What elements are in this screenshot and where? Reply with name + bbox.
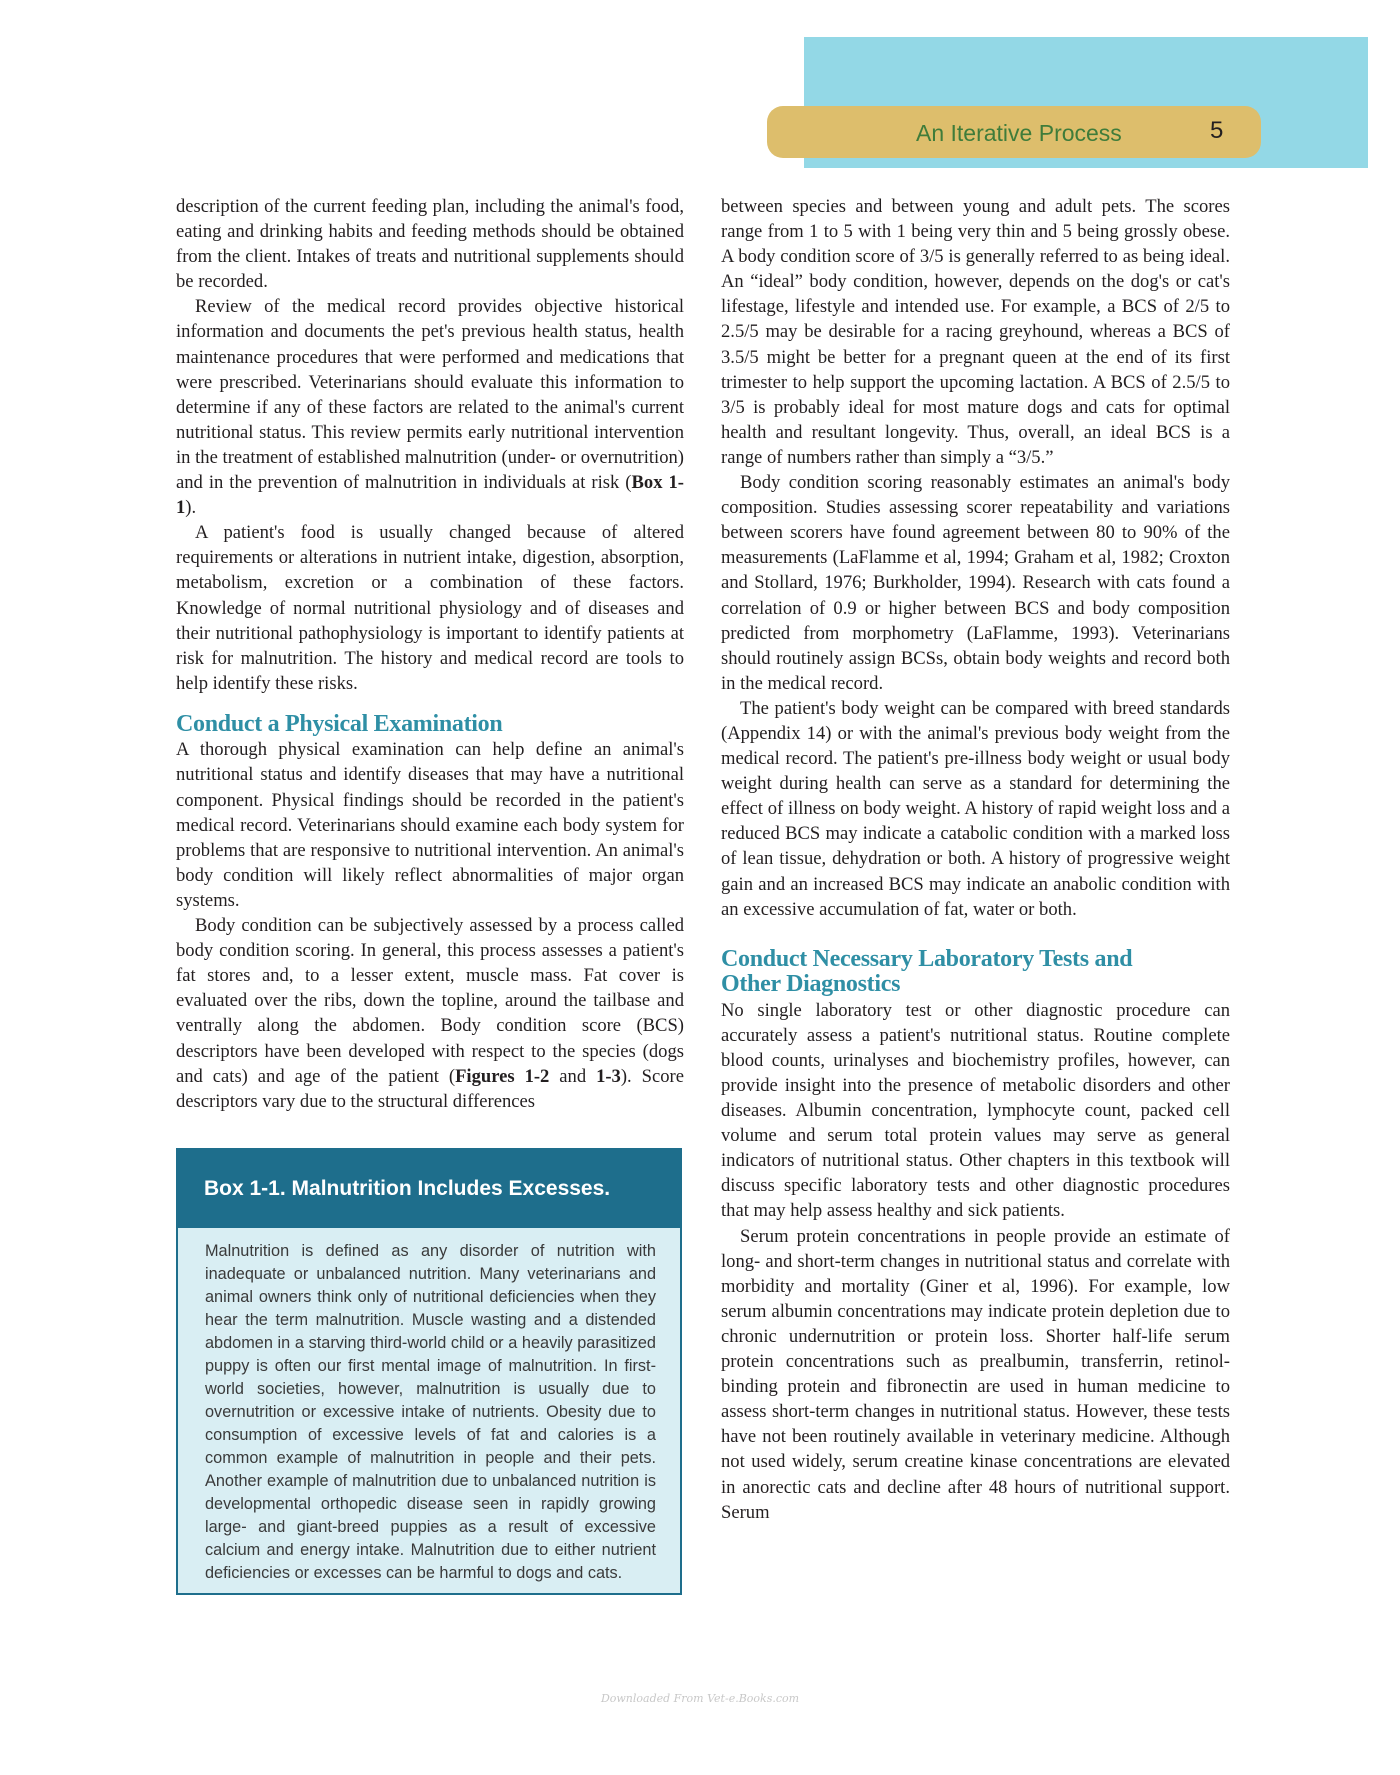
paragraph-text: ). [185, 497, 197, 519]
footer-watermark: Downloaded From Vet-e.Books.com [600, 1692, 800, 1705]
paragraph: A thorough physical examination can help define an animal's nutritional status and identify diseases that may have a nutritional component. Physical findings should be recorded in the patient's medical record. Veterinarians should examine each body system for problems that are responsive to nutritional intervention. An animal's body condition will likely reflect abnormalities of major organ systems. [176, 739, 684, 911]
page-number: 5 [1210, 117, 1224, 144]
paragraph: The patient's body weight can be compared with breed standards (Appendix 14) or with the animal's previous body weight from the medical record. The patient's pre-illness body weight or usual body weight during health can serve as a standard for determining the effect of illness on body weight. A history of rapid weight loss and a reduced BCS may indicate a catabolic condition with a marked loss of lean tissue, dehydration or both. A history of progressive weight gain and an increased BCS may indicate an anabolic condition with an excessive accumulation of fat, water or both. [721, 697, 1230, 920]
box-reference[interactable]: Box 1-1 [176, 472, 684, 519]
box-body: Malnutrition is defined as any disorder of nutrition with inadequate or unbalanced nutrition. Many veterinarians and animal owners think only of nutritional deficiencies when they hear the term malnutrition. Muscle wasting and a distended abdomen in a starving third-world child or a heavily parasitized puppy is often our first mental image of malnutrition. In first-world societies, however, malnutrition is usually due to overnutrition or excessive intake of nutrients. Obesity due to consumption of excessive levels of fat and calories is a common example of malnutrition in people and their pets. Another example of malnutrition due to unbalanced nutrition is developmental orthopedic disease seen in rapidly growing large- and giant-breed puppies as a result of excessive calcium and energy intake. Malnutrition due to either nutrient deficiencies or excesses can be harmful to dogs and cats. [205, 1242, 656, 1582]
paragraph [176, 294, 684, 520]
heading-line: Conduct Necessary Laboratory Tests and [721, 945, 1133, 972]
box-title: Box 1-1. Malnutrition Includes Excesses. [178, 1150, 680, 1228]
heading-line: Other Diagnostics [721, 971, 901, 998]
figure-reference[interactable]: Figures 1-2 [455, 1065, 550, 1087]
right-column [721, 194, 1230, 1525]
section-heading: Conduct a Physical Examination [176, 710, 503, 737]
paragraph: A patient's food is usually changed because of altered requirements or alterations in nutrient intake, digestion, absorption, metabolism, excretion or a combination of these factors. Knowledge of normal nutritional physiology and of diseases and their nutritional pathophysiology is important to identify patients at risk for malnutrition. The history and medical record are tools to help identify these risks. [176, 522, 684, 694]
paragraph-text: Review of the medical record provides objective historical information and documents the pet's previous health status, health maintenance procedures that were performed and medications that were prescribed. Veterinarians should evaluate this information to determine if any of these factors are related to the animal's current nutritional status. This review permits early nutritional intervention in the treatment of established malnutrition (under- or overnutrition) and in the prevention of malnutrition in individuals at risk ( [176, 296, 684, 494]
paragraph: Serum protein concentrations in people provide an estimate of long- and short-term changes in nutritional status and correlate with morbidity and mortality (Giner et al, 1996). For example, low serum albumin concentrations may indicate protein depletion due to chronic undernutrition or protein loss. Shorter half-life serum protein concentrations such as prealbumin, transferrin, retinol-binding protein and fibronectin are used in human medicine to assess short-term changes in nutritional status. However, these tests have not been routinely available in veterinary medicine. Although not used widely, serum creatine kinase concentrations are elevated in anorectic cats and decline after 48 hours of nutritional support. Serum [721, 1225, 1230, 1523]
paragraph: Body condition scoring reasonably estimates an animal's body composition. Studies assessing scorer repeatability and variations between scorers have found agreement between 80 to 90% of the measurements (LaFlamme et al, 1994; Graham et al, 1982; Croxton and Stollard, 1976; Burkholder, 1994). Research with cats found a correlation of 0.9 or higher between BCS and body composition predicted from morphometry (LaFlamme, 1993). Veterinarians should routinely assign BCSs, obtain body weights and record both in the medical record. [721, 472, 1230, 694]
paragraph [176, 913, 684, 1114]
paragraph-text: Body condition can be subjectively assessed by a process called body condition scoring. In general, this process assesses a patient's fat stores and, to a lesser extent, muscle mass. Fat cover is evaluated over the ribs, down the topline, around the tailbase and ventrally along the abdomen. Body condition score (BCS) descriptors have been developed with respect to the species (dogs and cats) and age of the patient ( [176, 915, 684, 1087]
figure-reference[interactable]: 1-3 [596, 1065, 621, 1087]
paragraph-text: ). Score descriptors vary due to the structural differences [176, 1065, 684, 1112]
sidebar-box [176, 1148, 682, 1595]
paragraph: description of the current feeding plan, including the animal's food, eating and drinking habits and feeding methods should be obtained from the client. Intakes of treats and nutritional supplements should be recorded. [176, 196, 684, 293]
paragraph: between species and between young and adult pets. The scores range from 1 to 5 with 1 being very thin and 5 being grossly obese. A body condition score of 3/5 is generally referred to as being ideal. An “ideal” body condition, however, depends on the dog's or cat's lifestage, lifestyle and intended use. For example, a BCS of 2/5 to 2.5/5 may be desirable for a racing greyhound, whereas a BCS of 3.5/5 might be better for a pregnant queen at the end of its first trimester to help support the upcoming lactation. A BCS of 2.5/5 to 3/5 is probably ideal for most mature dogs and cats for optimal health and resultant longevity. Thus, overall, an ideal BCS is a range of numbers rather than simply a “3/5.” [721, 196, 1230, 468]
section-heading [721, 947, 1230, 998]
paragraph-text: and [549, 1065, 597, 1087]
left-column [176, 194, 684, 1114]
running-title: An Iterative Process [916, 120, 1122, 146]
paragraph: No single laboratory test or other diagnostic procedure can accurately assess a patient's nutritional status. Routine complete blood counts, urinalyses and biochemistry profiles, however, can provide insight into the presence of metabolic disorders and other diseases. Albumin concentration, lymphocyte count, packed cell volume and serum total protein values may serve as general indicators of nutritional status. Other chapters in this textbook will discuss specific laboratory tests and other diagnostic procedures that may help assess healthy and sick patients. [721, 999, 1230, 1222]
